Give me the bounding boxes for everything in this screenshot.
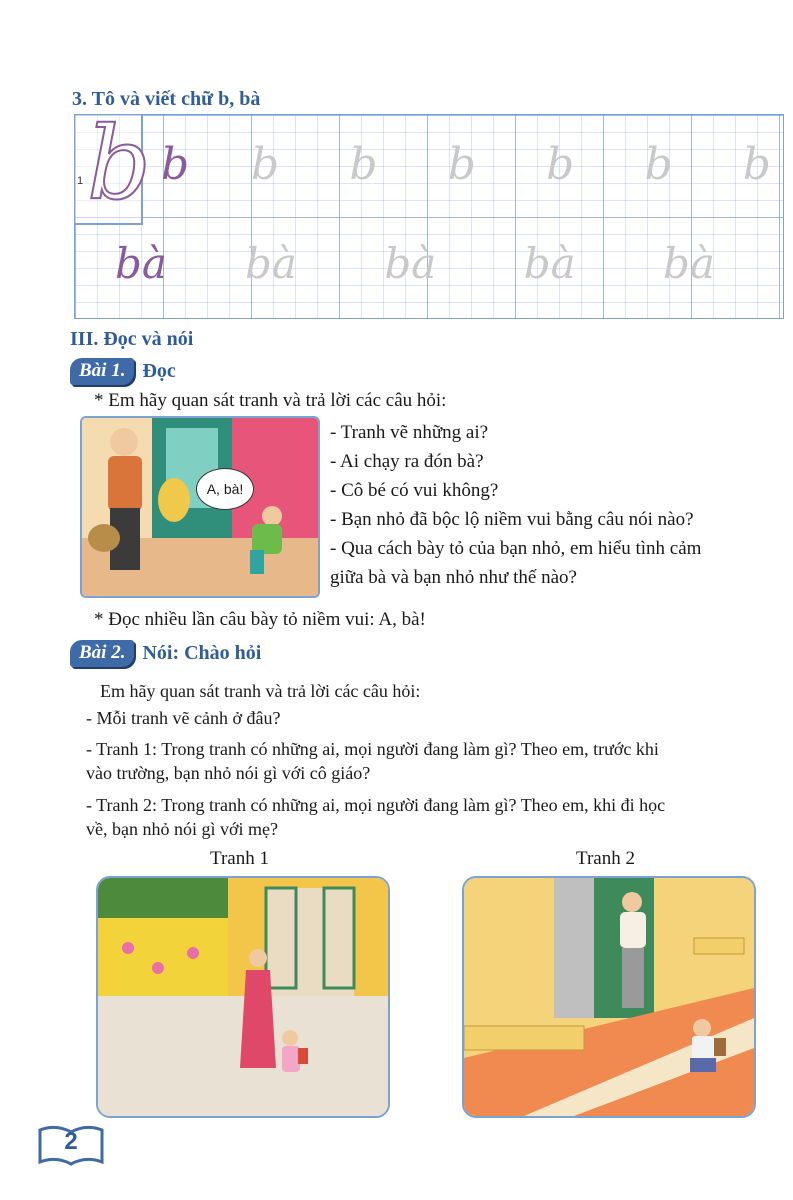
exercise-2-q2-cont: vào trường, bạn nhỏ nói gì với cô giáo? <box>86 763 371 783</box>
exercise-1-note: * Đọc nhiều lần câu bày tỏ niềm vui: A, bà! <box>94 609 426 630</box>
trace-letter-b[interactable]: b <box>546 139 575 190</box>
exercise-2-q2: - Tranh 1: Trong tranh có những ai, mọi người đang làm gì? Theo em, trước khi <box>86 739 659 759</box>
trace-word-ba[interactable]: bà <box>245 239 297 288</box>
sample-word-ba: bà <box>115 239 167 288</box>
page-number-book <box>36 1122 106 1168</box>
trace-letter-b[interactable]: b <box>644 139 673 190</box>
exercise-1-title: Đọc <box>142 360 176 382</box>
sample-letter-b: b <box>161 139 190 190</box>
trace-letter-b[interactable]: b <box>447 139 476 190</box>
caption-tranh-2: Tranh 2 <box>576 848 635 869</box>
exercise-2-badge: Bài 2. <box>70 640 134 667</box>
question-3: - Cô bé có vui không? <box>330 480 499 501</box>
trace-letter-b[interactable]: b <box>349 139 378 190</box>
school-scene-graphic <box>98 878 388 1116</box>
handwriting-grid <box>74 105 784 319</box>
question-5: - Qua cách bày tỏ của bạn nhỏ, em hiểu tình cảm <box>330 538 702 559</box>
trace-row-2 <box>245 239 715 288</box>
speech-bubble: A, bà! <box>196 468 254 510</box>
row-number: 1 <box>77 175 84 187</box>
home-illustration <box>462 876 756 1118</box>
exercise-2-q3-cont: về, bạn nhỏ nói gì với mẹ? <box>86 819 278 839</box>
question-1: - Tranh vẽ những ai? <box>330 422 489 443</box>
trace-letter-b[interactable]: b <box>742 139 771 190</box>
question-2: - Ai chạy ra đón bà? <box>330 451 484 472</box>
grandma-scene-graphic <box>82 418 318 596</box>
trace-letter-b[interactable]: b <box>251 139 280 190</box>
model-letter-b: b <box>87 105 152 222</box>
exercise-1-instruction: * Em hãy quan sát tranh và trả lời các câu hỏi: <box>94 390 447 411</box>
question-5-cont: giữa bà và bạn nhỏ như thế nào? <box>330 567 577 588</box>
trace-row-1 <box>251 139 771 190</box>
grandma-illustration <box>80 416 320 598</box>
exercise-2-intro: Em hãy quan sát tranh và trả lời các câu hỏi: <box>100 681 421 701</box>
exercise-2-q1: - Mỗi tranh vẽ cảnh ở đâu? <box>86 708 281 728</box>
trace-word-ba[interactable]: bà <box>384 239 437 288</box>
exercise-2-header <box>70 640 261 667</box>
section-reading-title: III. Đọc và nói <box>70 328 194 350</box>
model-letter-box <box>75 105 152 225</box>
question-4: - Bạn nhỏ đã bộc lộ niềm vui bằng câu nói nào? <box>330 509 694 530</box>
page-number: 2 <box>64 1128 78 1155</box>
exercise-1-header <box>70 358 176 385</box>
exercise-1-badge: Bài 1. <box>70 358 134 385</box>
home-scene-graphic <box>464 878 754 1116</box>
school-illustration <box>96 876 390 1118</box>
trace-word-ba[interactable]: bà <box>663 239 715 288</box>
caption-tranh-1: Tranh 1 <box>210 848 269 869</box>
section-3-title: 3. Tô và viết chữ b, bà <box>72 88 261 110</box>
exercise-2-q3: - Tranh 2: Trong tranh có những ai, mọi người đang làm gì? Theo em, khi đi học <box>86 795 666 815</box>
exercise-2-title: Nói: Chào hỏi <box>142 642 262 664</box>
trace-word-ba[interactable]: bà <box>523 239 576 288</box>
